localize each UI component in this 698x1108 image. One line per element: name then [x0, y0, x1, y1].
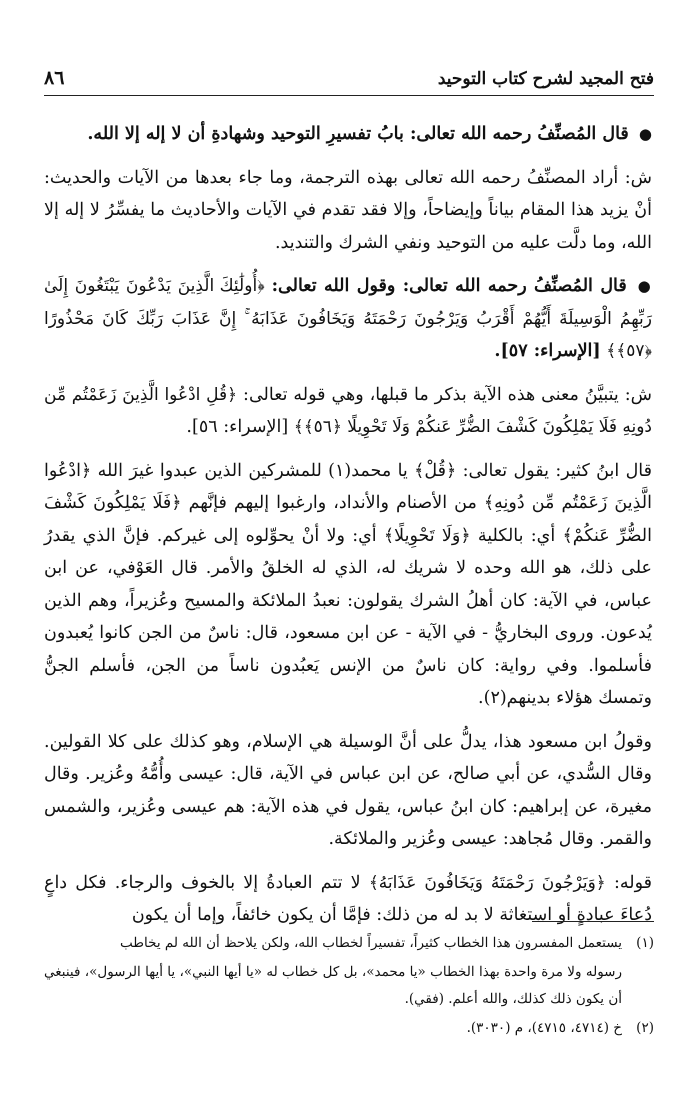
running-header — [44, 66, 654, 96]
footnote-1 — [44, 930, 654, 957]
commentary-paragraph-2 — [44, 379, 652, 444]
quran-verse: ﴿وَيَرْجُونَ رَحْمَتَهُ وَيَخَافُونَ عَذَابَهُ﴾ — [368, 872, 606, 893]
quran-verse: ﴿قُلِ ادْعُوا الَّذِينَ زَعَمْتُم مِّن دُونِهِ فَلَا يَمْلِكُونَ كَشْفَ الضُّرِّ عَنكُمْ وَلَا تَحْوِيلًا ﴿٥٦﴾﴾ — [44, 384, 652, 437]
paragraph-lead: قوله: — [613, 872, 652, 893]
footnote-2 — [44, 1015, 654, 1042]
bullet-icon: ● — [637, 277, 652, 295]
footnote-marker: (٢) — [636, 1020, 654, 1036]
author-quote — [44, 270, 652, 368]
verse-reference: [الإسراء: ٥٧]. — [494, 341, 601, 361]
footnote-1-continuation: رسوله ولا مرة واحدة بهذا الخطاب «يا محمد»، بل كل خطاب له «يا أيها النبي»، يا أيها الرسول»، فينبغي أن يكون ذلك كذلك، والله أعلم. (فقي). — [44, 964, 622, 1007]
paragraph-text: لا تتم العبادةُ إلا بالخوف والرجاء. فكل داعٍ دُعاءَ عبادةٍ أو استغاثة لا بد له من ذلك: فإمَّا أن يكون خائفاً، وإما أن يكون — [44, 872, 652, 925]
footnote-separator — [532, 921, 654, 922]
chapter-heading — [44, 118, 652, 151]
verse-reference: [الإسراء: ٥٦]. — [186, 417, 289, 437]
bullet-icon: ● — [638, 125, 652, 143]
commentary-text: ش: يتبيَّنُ معنى هذه الآية بذكر ما قبلها، وهي قوله تعالى: — [243, 384, 652, 405]
ibn-masud-paragraph: وقولُ ابن مسعود هذا، يدلُّ على أنَّ الوسيلة هي الإسلام، وهو كذلك على كلا القولين. وقال السُّدي، عن أبي صالح، عن ابن عباس في الآية، قال: عيسى وأُمُّهُ وعُزير. وقال مغيرة، عن إبراهيم: كان ابنُ عباس، يقول في هذه الآية: هم عيسى وعُزير، والشمس والقمر. وقال مُجاهد: عيسى وعُزير والملائكة. — [44, 731, 652, 849]
author-quote-intro: قال المُصنِّفُ رحمه الله تعالى: وقول الله تعالى: — [271, 276, 627, 296]
commentary-paragraph-1: ش: أراد المصنِّفُ رحمه الله تعالى بهذه الترجمة، وما جاء بعدها من الآيات والحديث: أنْ يزيد هذا المقام بياناً وإيضاحاً، وإلا فقد تقدم في الآيات والأحاديث ما يفسِّرُ لا إله إلا الله، وما دلَّت عليه من التوحيد ونفي الشرك والتنديد. — [44, 167, 652, 253]
chapter-heading-text: قال المُصنِّفُ رحمه الله تعالى: بابُ تفسيرِ التوحيد وشهادةِ أن لا إله إلا الله. — [87, 124, 629, 144]
footnote-marker: (١) — [636, 935, 654, 951]
page-number: ٨٦ — [44, 67, 65, 89]
main-text — [44, 118, 652, 943]
footnotes — [44, 930, 654, 1044]
footnote-text: يستعمل المفسرون هذا الخطاب كثيراً، تفسيراً لخطاب الله، ولكن يلاحظ أن الله لم يخاطب — [120, 935, 622, 951]
footnote-text: خ (٤٧١٤، ٤٧١٥)، م (٣٠٣٠). — [466, 1020, 622, 1036]
quran-verse: ﴿أُولَٰئِكَ الَّذِينَ يَدْعُونَ يَبْتَغُونَ إِلَىٰ رَبِّهِمُ الْوَسِيلَةَ أَيُّهُمْ أَقْرَبُ وَيَرْجُونَ رَحْمَتَهُ وَيَخَافُونَ عَذَابَهُ ۚ إِنَّ عَذَابَ رَبِّكَ كَانَ مَحْذُورًا ﴿٥٧﴾﴾ — [44, 276, 652, 361]
book-title: فتح المجيد لشرح كتاب التوحيد — [437, 69, 654, 89]
ibn-kathir-paragraph: قال ابنُ كثير: يقول تعالى: ﴿قُلْ﴾ يا محمد(١) للمشركين الذين عبدوا غيرَ الله ﴿ادْعُوا الَّذِينَ زَعَمْتُم مِّن دُونِهِ﴾ من الأصنام والأنداد، وارغبوا إليهم فإنَّهم ﴿فَلَا يَمْلِكُونَ كَشْفَ الضُّرِّ عَنكُمْ﴾ أي: بالكلية ﴿وَلَا تَحْوِيلًا﴾ أي: ولا أنْ يحوِّلوه إلى غيركم. فإنَّ الذي يقدرُ على ذلك، هو الله وحده لا شريك له، الذي له الخلقُ والأمر. قال العَوْفي، عن ابن عباس، في الآية: كان أهلُ الشرك يقولون: نعبدُ الملائكة والمسيح وعُزيراً، وهم الذين يُدعون. وروى البخاريُّ - في الآية - عن ابن مسعود، قال: ناسٌ من الجن كانوا يُعبدون فأسلموا. وفي رواية: كان ناسٌ من الإنس يَعبُدون ناساً من الجن، فأسلم الجنُّ وتمسك هؤلاء بدينهم(٢). — [44, 460, 653, 708]
